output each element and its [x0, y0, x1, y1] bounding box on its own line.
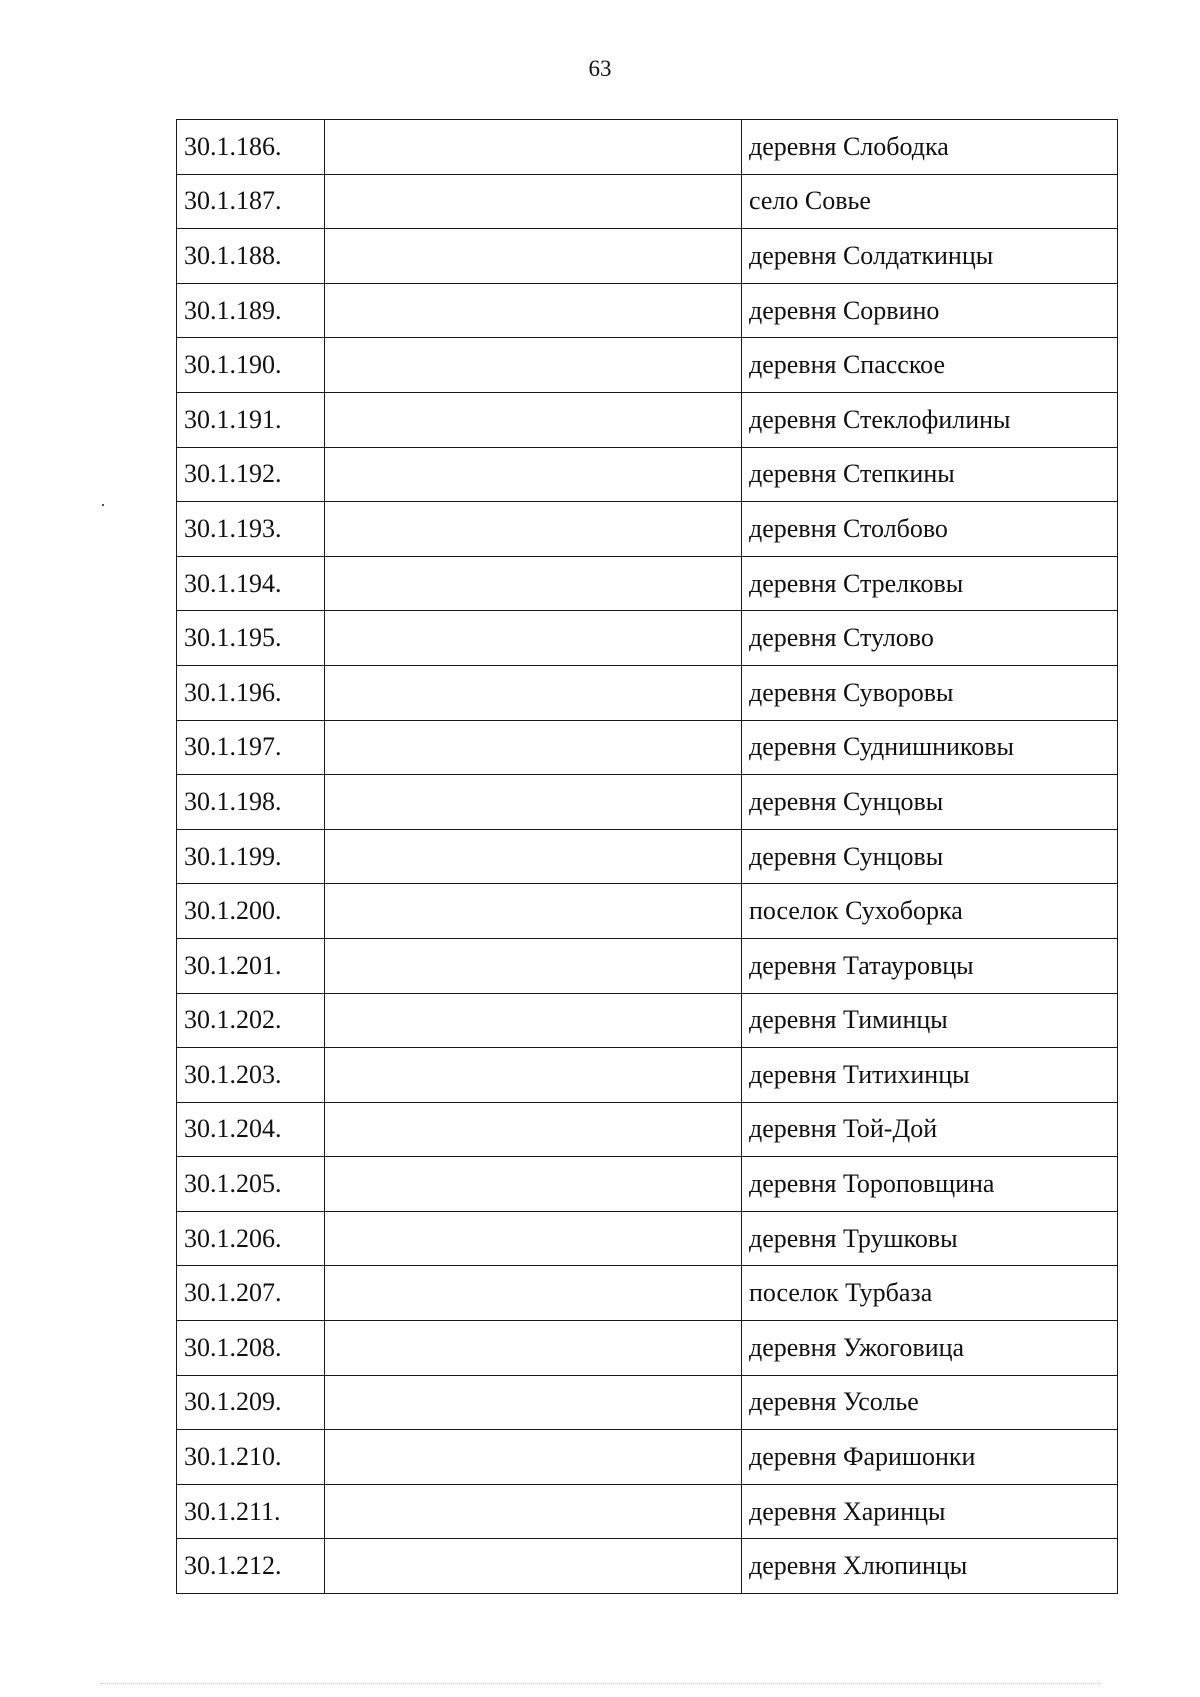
table-row	[177, 502, 1118, 557]
settlements-table	[176, 119, 1118, 1594]
row-number-cell: 30.1.211.	[177, 1484, 325, 1539]
row-number-cell: 30.1.186.	[177, 120, 325, 175]
row-number-cell: 30.1.192.	[177, 447, 325, 502]
table-row	[177, 1211, 1118, 1266]
table-row	[177, 556, 1118, 611]
row-number-cell: 30.1.212.	[177, 1539, 325, 1594]
table-row	[177, 1430, 1118, 1485]
settlement-name-cell: поселок Сухоборка	[742, 884, 1118, 939]
settlement-name-cell: деревня Тороповщина	[742, 1157, 1118, 1212]
settlement-name-cell: деревня Стрелковы	[742, 556, 1118, 611]
row-number-cell: 30.1.203.	[177, 1048, 325, 1103]
row-number-cell: 30.1.202.	[177, 993, 325, 1048]
settlement-name-cell: деревня Столбово	[742, 502, 1118, 557]
empty-middle-cell	[325, 1266, 742, 1321]
settlement-name-cell: деревня Степкины	[742, 447, 1118, 502]
empty-middle-cell	[325, 1539, 742, 1594]
table-row	[177, 993, 1118, 1048]
scan-speck	[102, 504, 104, 506]
settlements-table-body	[177, 120, 1118, 1594]
table-row	[177, 1375, 1118, 1430]
settlement-name-cell: деревня Суворовы	[742, 665, 1118, 720]
row-number-cell: 30.1.191.	[177, 392, 325, 447]
table-row	[177, 120, 1118, 175]
row-number-cell: 30.1.195.	[177, 611, 325, 666]
settlement-name-cell: деревня Сунцовы	[742, 829, 1118, 884]
row-number-cell: 30.1.189.	[177, 283, 325, 338]
empty-middle-cell	[325, 447, 742, 502]
table-row	[177, 775, 1118, 830]
settlement-name-cell: деревня Хлюпинцы	[742, 1539, 1118, 1594]
row-number-cell: 30.1.201.	[177, 938, 325, 993]
empty-middle-cell	[325, 665, 742, 720]
empty-middle-cell	[325, 502, 742, 557]
settlement-name-cell: деревня Усолье	[742, 1375, 1118, 1430]
row-number-cell: 30.1.187.	[177, 174, 325, 229]
settlement-name-cell: деревня Харинцы	[742, 1484, 1118, 1539]
settlement-name-cell: деревня Татауровцы	[742, 938, 1118, 993]
row-number-cell: 30.1.204.	[177, 1102, 325, 1157]
empty-middle-cell	[325, 1048, 742, 1103]
empty-middle-cell	[325, 338, 742, 393]
empty-middle-cell	[325, 775, 742, 830]
row-number-cell: 30.1.207.	[177, 1266, 325, 1321]
row-number-cell: 30.1.198.	[177, 775, 325, 830]
settlement-name-cell: деревня Тиминцы	[742, 993, 1118, 1048]
table-row	[177, 174, 1118, 229]
row-number-cell: 30.1.188.	[177, 229, 325, 284]
settlement-name-cell: деревня Титихинцы	[742, 1048, 1118, 1103]
scan-noise-line	[100, 1683, 1100, 1685]
table-row	[177, 720, 1118, 775]
settlement-name-cell: деревня Той-Дой	[742, 1102, 1118, 1157]
settlement-name-cell: поселок Турбаза	[742, 1266, 1118, 1321]
settlement-name-cell: деревня Спасское	[742, 338, 1118, 393]
empty-middle-cell	[325, 283, 742, 338]
settlement-name-cell: деревня Стеклофилины	[742, 392, 1118, 447]
settlement-name-cell: село Совье	[742, 174, 1118, 229]
empty-middle-cell	[325, 829, 742, 884]
empty-middle-cell	[325, 611, 742, 666]
row-number-cell: 30.1.193.	[177, 502, 325, 557]
empty-middle-cell	[325, 1157, 742, 1212]
empty-middle-cell	[325, 938, 742, 993]
page-number: 63	[588, 56, 612, 81]
empty-middle-cell	[325, 884, 742, 939]
table-row	[177, 392, 1118, 447]
table-row	[177, 338, 1118, 393]
row-number-cell: 30.1.210.	[177, 1430, 325, 1485]
empty-middle-cell	[325, 174, 742, 229]
table-row	[177, 447, 1118, 502]
table-row	[177, 283, 1118, 338]
empty-middle-cell	[325, 556, 742, 611]
row-number-cell: 30.1.197.	[177, 720, 325, 775]
settlement-name-cell: деревня Фаришонки	[742, 1430, 1118, 1485]
row-number-cell: 30.1.200.	[177, 884, 325, 939]
row-number-cell: 30.1.206.	[177, 1211, 325, 1266]
table-row	[177, 829, 1118, 884]
row-number-cell: 30.1.194.	[177, 556, 325, 611]
settlement-name-cell: деревня Сорвино	[742, 283, 1118, 338]
empty-middle-cell	[325, 1375, 742, 1430]
table-row	[177, 1157, 1118, 1212]
table-row	[177, 1102, 1118, 1157]
empty-middle-cell	[325, 229, 742, 284]
settlement-name-cell: деревня Слободка	[742, 120, 1118, 175]
empty-middle-cell	[325, 392, 742, 447]
row-number-cell: 30.1.209.	[177, 1375, 325, 1430]
empty-middle-cell	[325, 993, 742, 1048]
row-number-cell: 30.1.199.	[177, 829, 325, 884]
table-row	[177, 665, 1118, 720]
settlement-name-cell: деревня Стулово	[742, 611, 1118, 666]
empty-middle-cell	[325, 1321, 742, 1376]
row-number-cell: 30.1.208.	[177, 1321, 325, 1376]
row-number-cell: 30.1.190.	[177, 338, 325, 393]
table-row	[177, 611, 1118, 666]
settlement-name-cell: деревня Трушковы	[742, 1211, 1118, 1266]
table-row	[177, 1539, 1118, 1594]
table-row	[177, 1266, 1118, 1321]
empty-middle-cell	[325, 1211, 742, 1266]
settlement-name-cell: деревня Солдаткинцы	[742, 229, 1118, 284]
table-row	[177, 884, 1118, 939]
empty-middle-cell	[325, 120, 742, 175]
table-row	[177, 1048, 1118, 1103]
empty-middle-cell	[325, 720, 742, 775]
empty-middle-cell	[325, 1102, 742, 1157]
settlement-name-cell: деревня Суднишниковы	[742, 720, 1118, 775]
empty-middle-cell	[325, 1430, 742, 1485]
settlement-name-cell: деревня Ужоговица	[742, 1321, 1118, 1376]
row-number-cell: 30.1.196.	[177, 665, 325, 720]
table-row	[177, 229, 1118, 284]
settlement-name-cell: деревня Сунцовы	[742, 775, 1118, 830]
row-number-cell: 30.1.205.	[177, 1157, 325, 1212]
table-row	[177, 938, 1118, 993]
table-row	[177, 1321, 1118, 1376]
table-row	[177, 1484, 1118, 1539]
empty-middle-cell	[325, 1484, 742, 1539]
